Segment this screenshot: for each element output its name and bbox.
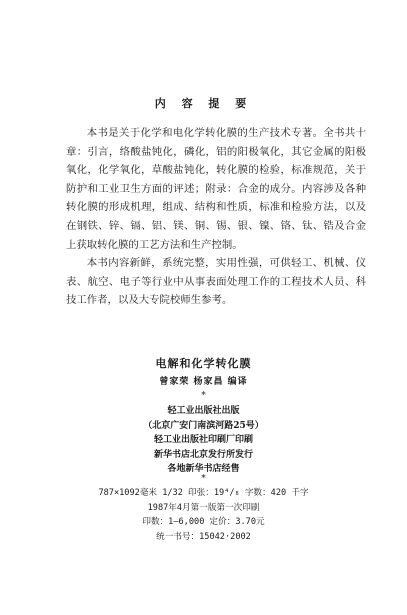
summary-paragraph: 本书是关于化学和电化学转化膜的生产技术专著。全书共十章：引言，络酸盐钝化，磷化，铝的阳极氧化，其它金属的阳极氧化，化学氧化，草酸盐钝化，转化膜的检验，标准规范，关于防护和工业卫生方面的评述；附录：合金的成分。内容涉及各种转化膜的形成机理，组成、结构和性质，标准和检验方法，以及在钢铁、锌、镉、铝、镁、铜、锡、银、镍、铬、钛、锆及合金上获取转化膜的工艺方法和生产控制。: [66, 127, 366, 251]
summary-paragraph: 本书内容新鲜，系统完整，实用性强，可供轻工、机械、仪表、航空、电子等行业中从事表面处理工作的工程技术人员、科技工作者，以及大专院校师生参考。: [66, 257, 366, 307]
publisher-address: （北京广安门南滨河路25号）: [143, 420, 264, 431]
separator-star: *: [201, 391, 206, 401]
book-title: 电解和化学转化膜: [155, 357, 252, 370]
distributor-line: 新华书店北京发行所发行: [153, 449, 253, 460]
seller-line: 各地新华书店经售: [167, 464, 240, 474]
publisher-block: [0, 404, 407, 477]
edition-line: 1987年4月第一版第一次印刷: [147, 502, 260, 513]
summary-body: [66, 124, 366, 310]
separator-star: *: [201, 474, 206, 484]
print-specs: [0, 486, 407, 544]
book-number-line: 统一书号：15042·2002: [156, 531, 251, 542]
printer-line: 轻工业出版社印刷厂印刷: [153, 435, 253, 445]
authors-line: 曾家荣 杨家昌 编译: [159, 377, 248, 387]
format-line: 787×1092毫米 1/32 印张：19⁴/₈ 字数：420 千字: [98, 488, 309, 498]
print-run-price-line: 印数：1—6,000 定价：3.70元: [142, 517, 265, 527]
summary-heading: 内 容 提 要: [154, 97, 253, 110]
publisher-line: 轻工业出版社出版: [167, 406, 240, 416]
